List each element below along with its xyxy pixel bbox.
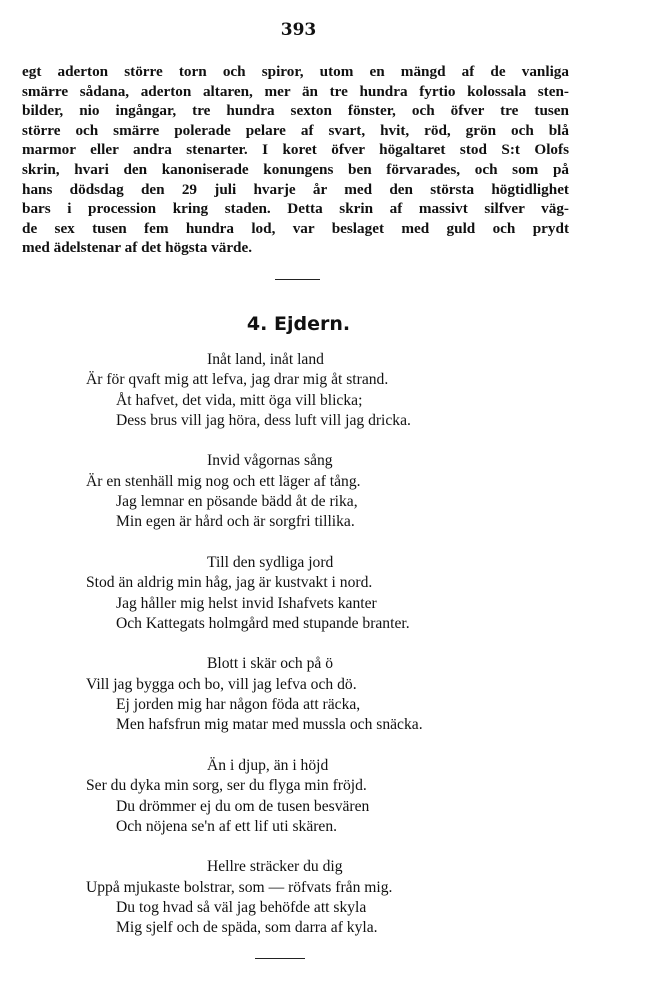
verse-line: Inåt land, inåt land [207,351,324,368]
verse-line: Jag håller mig helst invid Ishafvets kanter [116,594,377,612]
verse-line: Är för qvaft mig att lefva, jag drar mig åt strand. [86,371,389,389]
verse-line: Dess brus vill jag höra, dess luft vill jag dricka. [116,411,411,429]
end-divider [255,958,305,959]
prose-line: marmor eller andra stenarter. I koret öfver högaltaret stod S:t Olofs [22,141,569,159]
prose-line: egt aderton större torn och spiror, utom en mängd af de vanliga [22,63,569,80]
verse-line: Men hafsfrun mig matar med mussla och snäcka. [116,716,423,734]
prose-line: hans dödsdag den 29 juli hvarje år med den största högtidlighet [22,180,569,198]
verse-line: Än i djup, än i höjd [207,756,329,774]
prose-line: bilder, nio ingångar, tre hundra sexton fönster, och öfver tre tusen [22,102,569,120]
verse-line: Vill jag bygga och bo, vill jag lefva och dö. [86,675,357,693]
prose-line: de sex tusen fem hundra lod, var beslaget med guld och prydt [22,219,569,237]
verse-line: Åt hafvet, det vida, mitt öga vill blicka; [116,391,363,409]
verse-line: Ser du dyka min sorg, ser du flyga min fröjd. [86,777,367,795]
page-number: 393 [280,20,317,40]
prose-paragraph [22,62,569,258]
verse-line: Och Kattegats holmgård med stupande branter. [116,614,410,632]
verse-line: Blott i skär och på ö [207,655,334,673]
verse-line: Du tog hvad så väl jag behöfde att skyla [116,899,367,917]
stanza [0,756,648,837]
verse-line: Mig sjelf och de späda, som darra af kyla. [116,919,378,937]
stanza [0,451,648,532]
prose-line: med ädelstenar af det högsta värde. [22,239,253,257]
section-divider [275,279,320,280]
stanza [0,654,648,735]
prose-line: större och smärre polerade pelare af svart, hvit, röd, grön och blå [22,121,569,139]
verse-line: Jag lemnar en pösande bädd åt de rika, [116,493,358,511]
verse-line: Du drömmer ej du om de tusen besvären [116,797,370,815]
verse-line: Till den sydliga jord [207,553,334,571]
verse-line: Hellre sträcker du dig [207,858,343,876]
prose-line: bars i procession kring staden. Detta skrin af massivt silfver väg- [22,200,569,218]
stanza [0,857,648,938]
stanza [0,350,648,431]
verse-line: Stod än aldrig min håg, jag är kustvakt i nord. [86,574,373,592]
verse-line: Är en stenhäll mig nog och ett läger af tång. [86,472,361,490]
verse-line: Min egen är hård och är sorgfri tillika. [116,513,355,531]
verse-line: Ej jorden mig har någon föda att räcka, [116,696,361,714]
poem [0,350,648,959]
prose-line: skrin, hvari den kanoniserade konungens ben förvarades, och som på [22,160,569,178]
prose-line: smärre sådana, aderton altaren, mer än tre hundra fyrtio kolossala sten- [22,82,569,100]
section-heading: 4. Ejdern. [246,313,351,335]
stanza [0,553,648,634]
verse-line: Och nöjena se'n af ett lif uti skären. [116,817,338,835]
verse-line: Uppå mjukaste bolstrar, som — röfvats från mig. [86,878,393,896]
verse-line: Invid vågornas sång [207,452,333,470]
